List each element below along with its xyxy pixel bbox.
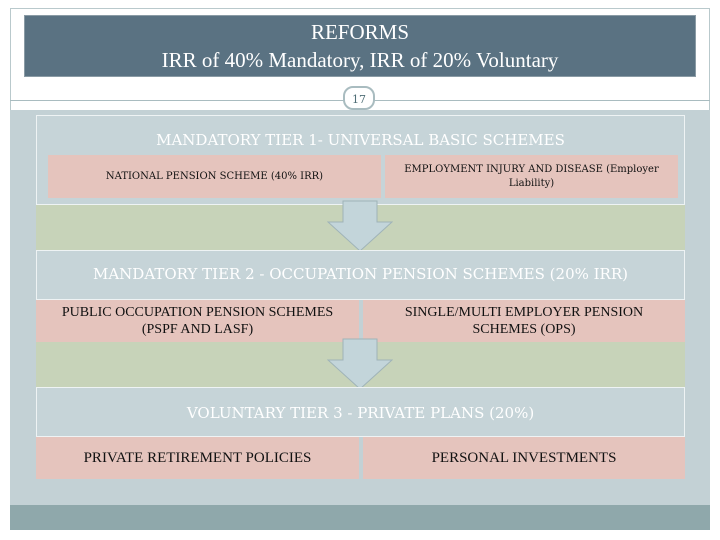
tier3-header: VOLUNTARY TIER 3 - PRIVATE PLANS (20%) bbox=[186, 404, 535, 422]
tier2-header: MANDATORY TIER 2 - OCCUPATION PENSION SCHEMES (20% IRR) bbox=[92, 265, 628, 283]
title-line-1: REFORMS bbox=[310, 20, 410, 44]
title-banner bbox=[24, 15, 696, 77]
tier3-left-box bbox=[36, 437, 359, 479]
tier2-right-label: SINGLE/MULTI EMPLOYER PENSION SCHEMES (OPS) bbox=[404, 305, 644, 337]
title-line-2: IRR of 40% Mandatory, IRR of 20% Voluntary bbox=[161, 48, 559, 72]
tier1-left-box bbox=[48, 155, 381, 198]
tier2-right-box bbox=[363, 300, 685, 342]
tier3-right-label: PERSONAL INVESTMENTS bbox=[431, 449, 617, 466]
slide-number: 17 bbox=[343, 86, 375, 110]
down-arrow-1 bbox=[327, 200, 393, 252]
tier2-left-label: PUBLIC OCCUPATION PENSION SCHEMES (PSPF AND LASF) bbox=[61, 305, 334, 337]
tier3-panel bbox=[36, 387, 685, 437]
tier1-left-label: NATIONAL PENSION SCHEME (40% IRR) bbox=[105, 171, 324, 182]
tier1-right-label: EMPLOYMENT INJURY AND DISEASE (Employer Liability) bbox=[404, 163, 659, 189]
tier1-right-box bbox=[385, 155, 678, 198]
down-arrow-2 bbox=[327, 338, 393, 390]
tier3-right-box bbox=[363, 437, 685, 479]
tier3-left-label: PRIVATE RETIREMENT POLICIES bbox=[83, 449, 312, 466]
tier2-left-box bbox=[36, 300, 359, 342]
tier2-panel bbox=[36, 250, 685, 300]
bottom-bar bbox=[10, 505, 710, 530]
tier1-header: MANDATORY TIER 1- UNIVERSAL BASIC SCHEMES bbox=[156, 131, 565, 149]
